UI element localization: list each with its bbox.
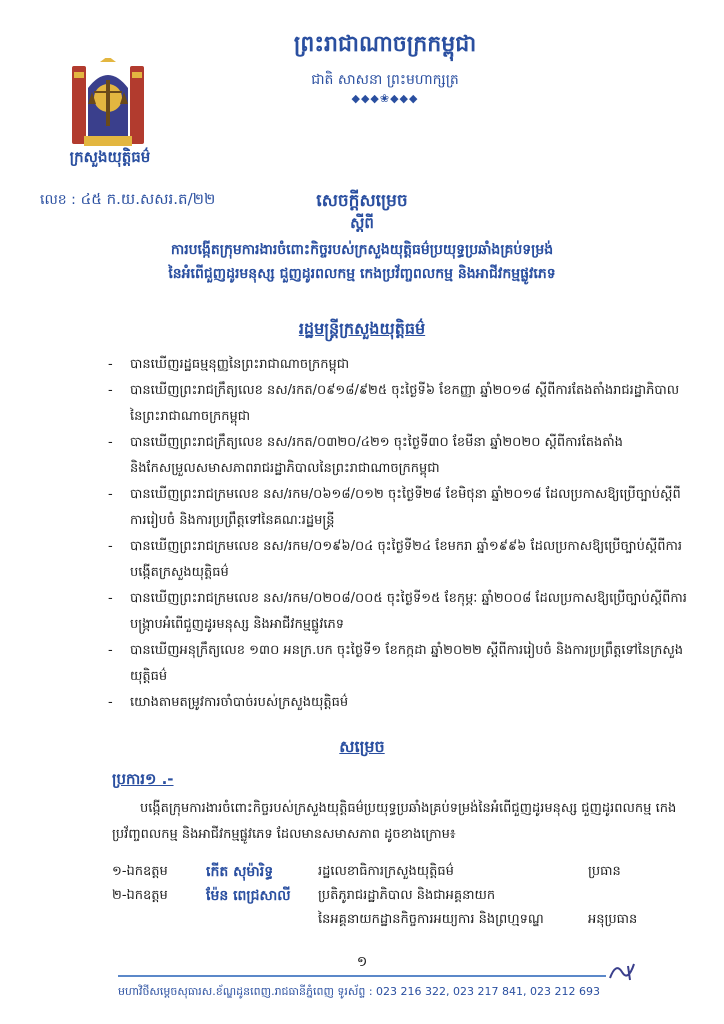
article-1-label: ប្រការ១ .- — [112, 770, 174, 788]
subject-line-1: ការបង្កើតក្រុមការងារចំពោះកិច្ចរបស់ក្រសួងយុត្តិធម៌ប្រយុទ្ធប្រឆាំងគ្រប់ទម្រង់ — [170, 242, 554, 258]
initial-signature-icon — [606, 958, 640, 984]
document-subject — [62, 238, 662, 286]
kingdom-title: ព្រះរាជាណាចក្រកម្ពុជា — [293, 32, 477, 57]
document-about: ស្តីពី — [350, 214, 374, 232]
member-row-continued — [112, 908, 692, 932]
footer-divider — [118, 975, 606, 977]
national-motto: ជាតិ សាសនា ព្រះមហាក្សត្រ — [311, 72, 459, 88]
member-role: ប្រធាន — [588, 864, 621, 879]
member-position: រដ្ឋលេខាធិការក្រសួងយុត្តិធម៌ — [318, 864, 454, 879]
subject-line-2: នៃអំពើជួញដូរមនុស្ស ជួញដូរពលកម្ម កេងប្រវ័ញ្ចពលកម្ម និងអាជីវកម្មផ្លូវភេទ — [168, 266, 556, 282]
ministry-name: ក្រសួងយុត្តិធម៌ — [69, 148, 151, 166]
member-role — [588, 884, 688, 908]
visas-list — [108, 352, 688, 716]
decision-heading: សម្រេច — [339, 737, 385, 756]
article-1-text: បង្កើតក្រុមការងារចំពោះកិច្ចរបស់ក្រសួងយុត្តិធម៌ប្រយុទ្ធប្រឆាំងគ្រប់ទម្រង់នៃអំពើជួញដូរមនុស្ស ជួញដូរពលកម្ម កេងប្រវ័ញ្ចពលកម្ម និងអាជីវកម្មផ្លូវភេទ ដែលមានសមាសភាព ដូចខាងក្រោម៖ — [112, 801, 677, 842]
list-item: - បានឃើញព្រះរាជក្រឹត្យលេខ នស/រកត/០៩១៨/៩២៥ ចុះថ្ងៃទី៦ ខែកញ្ញា ឆ្នាំ២០១៨ ស្តីពីការតែងតាំងរាជរដ្ឋាភិបាលនៃព្រះរាជាណាចក្រកម្ពុជា — [108, 378, 688, 430]
member-name: ម៉ែន ពេជ្រសាលី — [206, 888, 291, 904]
member-role: អនុប្រធាន — [588, 912, 638, 927]
member-row — [112, 860, 692, 884]
member-position: នៃអគ្គនាយកដ្ឋានកិច្ចការអយ្យការ និងព្រហ្មទណ្ឌ — [318, 912, 544, 927]
member-row — [112, 884, 692, 908]
member-rank: ២-ឯកឧត្តម — [112, 888, 168, 903]
header-ornament: ◆◆◆❀◆◆◆ — [351, 92, 419, 105]
list-item: - បានឃើញព្រះរាជក្រមលេខ នស/រកម/០៦១៨/០១២ ចុះថ្ងៃទី២៨ ខែមិថុនា ឆ្នាំ២០១៨ ដែលប្រកាសឱ្យប្រើច្បាប់ស្តីពីការរៀបចំ និងការប្រព្រឹត្តទៅនៃគណៈរដ្ឋមន្ត្រី — [108, 482, 688, 534]
footer-address: មហាវិថីសម្តេចសុធារស.ខ័ណ្ឌដូនពេញ.រាជធានីភ្នំពេញ ទូរស័ព្ទ : 023 216 322, 023 217 841, 023 212 693 — [118, 985, 600, 998]
member-rank: ១-ឯកឧត្តម — [112, 864, 168, 879]
list-item: - បានឃើញអនុក្រឹត្យលេខ ១៣០ អនក្រ.បក ចុះថ្ងៃទី១ ខែកក្កដា ឆ្នាំ២០២២ ស្តីពីការរៀបចំ និងការប្រព្រឹត្តទៅនៃក្រសួងយុត្តិធម៌ — [108, 638, 688, 690]
members-list — [112, 860, 692, 932]
member-position: ប្រតិភូរាជរដ្ឋាភិបាល និងជាអគ្គនាយក — [318, 888, 496, 903]
list-item: - យោងតាមតម្រូវការចាំបាច់របស់ក្រសួងយុត្តិធម៌ — [108, 690, 688, 716]
page-number: ១ — [356, 954, 368, 970]
list-item: - បានឃើញរដ្ឋធម្មនុញ្ញនៃព្រះរាជាណាចក្រកម្ពុជា — [108, 352, 688, 378]
list-item: - បានឃើញព្រះរាជក្រមលេខ នស/រកម/០២០៨/០០៥ ចុះថ្ងៃទី១៥ ខែកុម្ភៈ ឆ្នាំ២០០៨ ដែលប្រកាសឱ្យប្រើច្បាប់ស្តីពីការបង្ក្រាបអំពើជួញដូរមនុស្ស និងអាជីវកម្មផ្លូវភេទ — [108, 586, 688, 638]
list-item: - បានឃើញព្រះរាជក្រឹត្យលេខ នស/រកត/០៣២០/៤២១ ចុះថ្ងៃទី៣០ ខែមីនា ឆ្នាំ២០២០ ស្តីពីការតែងតាំង និងកែសម្រួលសមាសភាពរាជរដ្ឋាភិបាលនៃព្រះរាជាណាចក្រកម្ពុជា — [108, 430, 688, 482]
issuer-title: រដ្ឋមន្ត្រីក្រសួងយុត្តិធម៌ — [298, 319, 426, 338]
ministry-emblem-icon — [70, 58, 146, 150]
member-name: កើត សុម៉ារិទ្ធ — [206, 864, 274, 880]
reference-label: លេខ : — [40, 192, 76, 208]
reference-value: ៤៥ ក.យ.សសរ.ត/២២ — [80, 190, 216, 208]
list-item: - បានឃើញព្រះរាជក្រមលេខ នស/រកម/០១៩៦/០៤ ចុះថ្ងៃទី២៤ ខែមករា ឆ្នាំ១៩៩៦ ដែលប្រកាសឱ្យប្រើច្បាប់ស្តីពីការបង្កើតក្រសួងយុត្តិធម៌ — [108, 534, 688, 586]
document-type: សេចក្តីសម្រេច — [316, 191, 408, 211]
